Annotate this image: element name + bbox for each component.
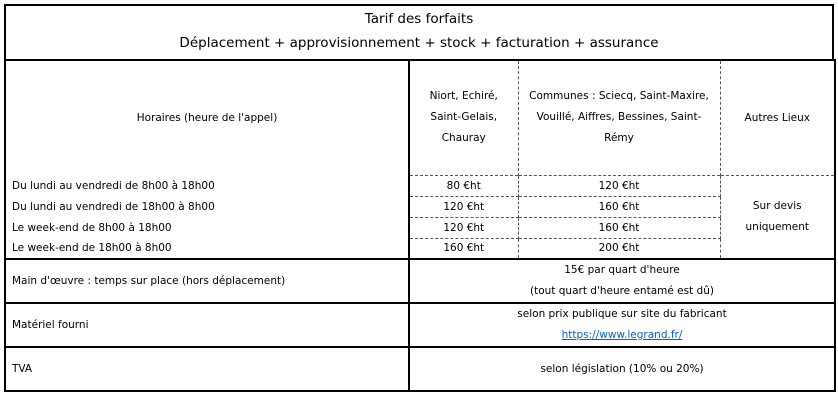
materiel-value bbox=[409, 303, 835, 347]
table-row-main-oeuvre bbox=[5, 259, 835, 303]
row-niort-price: 120 €ht bbox=[409, 217, 518, 238]
header-communes-line: Rémy bbox=[604, 132, 634, 145]
tva-value: selon législation (10% ou 20%) bbox=[409, 347, 835, 391]
autres-lieux-line: Sur devis bbox=[752, 199, 802, 212]
row-niort-price: 80 €ht bbox=[409, 175, 518, 196]
row-communes-price: 200 €ht bbox=[518, 238, 720, 259]
header-communes-line: Communes : Sciecq, Saint-Maxire, bbox=[529, 90, 709, 103]
title-main: Tarif des forfaits bbox=[364, 11, 474, 27]
row-communes-price: 120 €ht bbox=[518, 175, 720, 196]
header-autres-lieux: Autres Lieux bbox=[720, 60, 835, 175]
row-label: Du lundi au vendredi de 8h00 à 18h00 bbox=[5, 175, 409, 196]
autres-lieux-line: uniquement bbox=[745, 220, 809, 233]
main-oeuvre-value bbox=[409, 259, 835, 303]
tarif-table bbox=[4, 59, 836, 392]
materiel-text: selon prix publique sur site du fabricant bbox=[517, 308, 727, 320]
header-niort-line: Saint-Gelais, bbox=[430, 111, 498, 124]
header-niort-line: Niort, Echiré, bbox=[429, 90, 498, 103]
table-row bbox=[5, 217, 835, 238]
row-niort-price: 120 €ht bbox=[409, 196, 518, 217]
fabricant-link[interactable]: https://www.legrand.fr/ bbox=[561, 329, 683, 341]
table-row-tva bbox=[5, 347, 835, 391]
row-label: Le week-end de 18h00 à 8h00 bbox=[5, 238, 409, 259]
row-label: Le week-end de 8h00 à 18h00 bbox=[5, 217, 409, 238]
materiel-label: Matériel fourni bbox=[5, 303, 409, 347]
title-box bbox=[4, 4, 834, 61]
table-header-row bbox=[5, 60, 835, 175]
header-horaires: Horaires (heure de l'appel) bbox=[5, 60, 409, 175]
row-communes-price: 160 €ht bbox=[518, 196, 720, 217]
title-subtitle: Déplacement + approvisionnement + stock + facturation + assurance bbox=[179, 35, 659, 51]
table-row bbox=[5, 175, 835, 196]
autres-lieux-value bbox=[720, 175, 835, 259]
header-communes-line: Vouillé, Aiffres, Bessines, Saint- bbox=[536, 111, 702, 124]
main-oeuvre-line: 15€ par quart d'heure bbox=[564, 264, 680, 276]
row-label: Du lundi au vendredi de 18h00 à 8h00 bbox=[5, 196, 409, 217]
table-row bbox=[5, 238, 835, 259]
header-niort bbox=[409, 60, 518, 175]
row-niort-price: 160 €ht bbox=[409, 238, 518, 259]
row-communes-price: 160 €ht bbox=[518, 217, 720, 238]
header-communes bbox=[518, 60, 720, 175]
header-niort-line: Chauray bbox=[441, 132, 486, 145]
main-oeuvre-label: Main d'œuvre : temps sur place (hors déplacement) bbox=[5, 259, 409, 303]
table-row bbox=[5, 196, 835, 217]
tva-label: TVA bbox=[5, 347, 409, 391]
table-row-materiel bbox=[5, 303, 835, 347]
main-oeuvre-line: (tout quart d'heure entamé est dû) bbox=[530, 285, 714, 297]
